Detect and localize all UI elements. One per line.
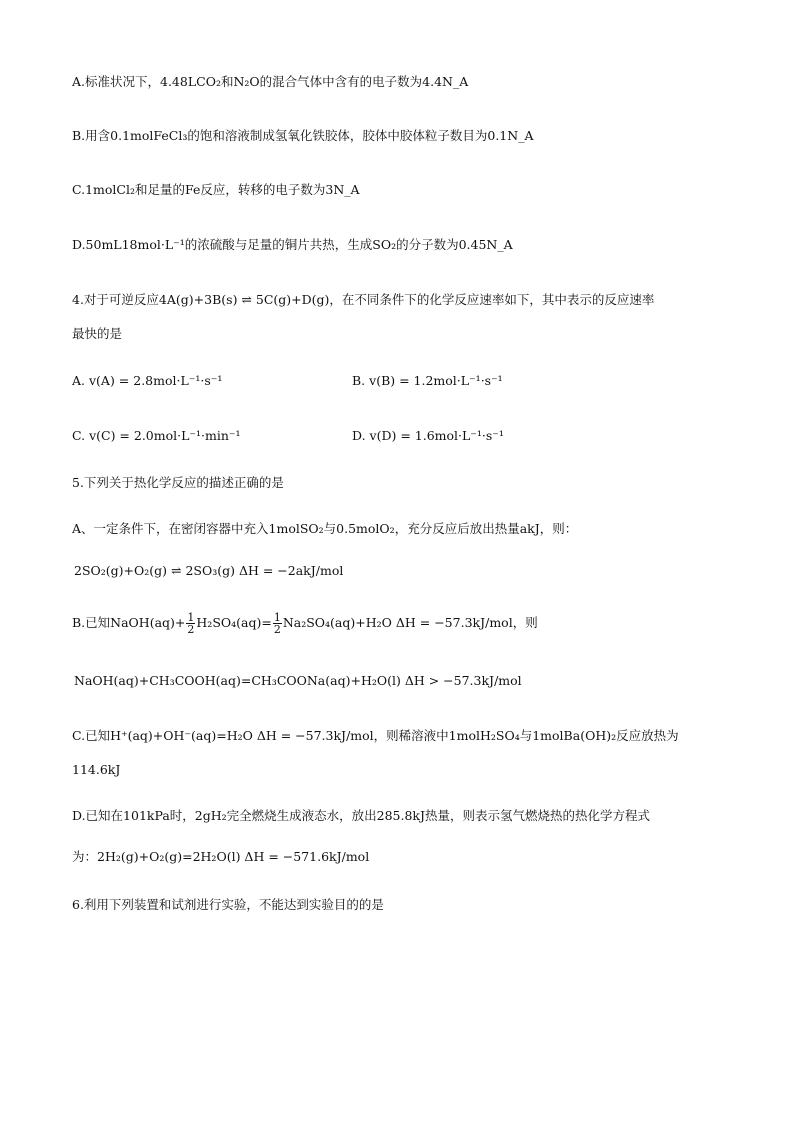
q5-option-a-text: A、一定条件下，在密闭容器中充入1molSO₂与0.5molO₂，充分反应后放出热量akJ，则： (72, 521, 578, 536)
q5-option-b-eq-part1: NaOH(aq)+ (110, 615, 186, 630)
q5-option-b-equation2: NaOH(aq)+CH₃COOH(aq)=CH₃COONa(aq)+H₂O(l) ΔH > −57.3kJ/mol (74, 673, 522, 688)
q3-option-d: D.50mL18mol·L⁻¹的浓硫酸与足量的铜片共热，生成SO₂的分子数为0.45N_A (72, 237, 513, 252)
fraction-denominator: 2 (187, 623, 195, 636)
q4-stem-line2: 最快的是 (72, 326, 123, 341)
q5-option-d-line2: 为：2H₂(g)+O₂(g)=2H₂O(l) ΔH = −571.6kJ/mol (72, 849, 370, 864)
q5-option-b-eq-part3: Na₂SO₄(aq)+H₂O ΔH = −57.3kJ/mol，则 (282, 615, 538, 630)
q5-option-d-line1: D.已知在101kPa时，2gH₂完全燃烧生成液态水，放出285.8kJ热量，则表示氢气燃烧热的热化学方程式 (72, 808, 651, 823)
q5-option-a-equation: 2SO₂(g)+O₂(g) ⇌ 2SO₃(g) ΔH = −2akJ/mol (74, 563, 344, 578)
q5-option-b-prefix: B.已知 (72, 615, 111, 630)
q4-option-a: A. v(A) = 2.8mol·L⁻¹·s⁻¹ (72, 373, 223, 388)
fraction-numerator: 1 (273, 611, 281, 624)
q5-option-b-eq-part2: H₂SO₄(aq)= (196, 615, 272, 630)
half-fraction (186, 612, 195, 635)
q3-option-a: A.标准状况下，4.48LCO₂和N₂O的混合气体中含有的电子数为4.4N_A (72, 74, 469, 89)
q5-option-c-line1: C.已知H⁺(aq)+OH⁻(aq)=H₂O ΔH = −57.3kJ/mol，则稀溶液中1molH₂SO₄与1molBa(OH)₂反应放热为 (72, 728, 679, 743)
q4-stem-line1: 4.对于可逆反应4A(g)+3B(s) ⇌ 5C(g)+D(g)，在不同条件下的化学反应速率如下，其中表示的反应速率 (72, 292, 655, 307)
fraction-numerator: 1 (187, 611, 195, 624)
q3-option-c: C.1molCl₂和足量的Fe反应，转移的电子数为3N_A (72, 182, 360, 197)
q5-stem: 5.下列关于热化学反应的描述正确的是 (72, 475, 284, 490)
half-fraction (273, 612, 282, 635)
q4-option-d: D. v(D) = 1.6mol·L⁻¹·s⁻¹ (352, 428, 504, 443)
q5-option-b-line (72, 609, 538, 637)
q4-option-b: B. v(B) = 1.2mol·L⁻¹·s⁻¹ (352, 373, 503, 388)
q4-option-c: C. v(C) = 2.0mol·L⁻¹·min⁻¹ (72, 428, 241, 443)
q5-option-c-line2: 114.6kJ (72, 762, 121, 777)
q3-option-b: B.用含0.1molFeCl₃的饱和溶液制成氢氧化铁胶体，胶体中胶体粒子数目为0.1N_A (72, 128, 534, 143)
q6-stem: 6.利用下列装置和试剂进行实验，不能达到实验目的的是 (72, 897, 384, 912)
fraction-denominator: 2 (273, 623, 281, 636)
